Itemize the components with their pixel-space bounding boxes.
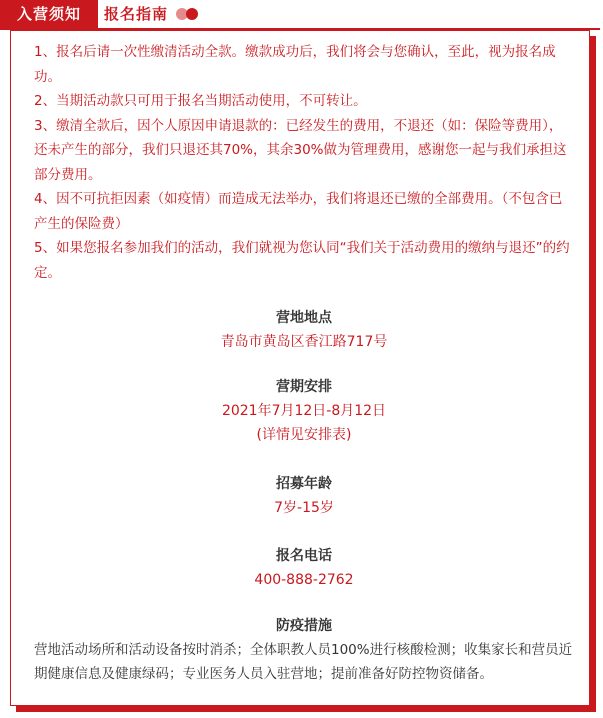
location-address: 青岛市黄岛区香江路717号 <box>220 334 388 350</box>
toggle-icon <box>176 8 200 20</box>
schedule-dates: 2021年7月12日-8月12日 <box>221 403 387 419</box>
age-range: 7岁-15岁 <box>274 500 334 516</box>
phone-number[interactable]: 400-888-2762 <box>254 572 354 588</box>
tab-admission-notice[interactable]: 入营须知 <box>0 0 98 28</box>
schedule-section <box>34 375 574 447</box>
notice-item: 4、因不可抗拒因素（如疫情）而造成无法举办，我们将退还已缴的全部费用。（不包含已产生的保险费） <box>34 191 563 232</box>
phone-section <box>34 544 574 592</box>
epidemic-title: 防疫措施 <box>276 618 332 634</box>
notice-list <box>34 40 574 285</box>
notice-item: 3、缴清全款后，因个人原因申请退款的：已经发生的费用，不退还（如：保险等费用），还未产生的部分，我们只退还其70%，其余30%做为管理费用，感谢您一起与我们承担这部分费用。 <box>34 117 567 183</box>
epidemic-section <box>34 614 574 686</box>
phone-title: 报名电话 <box>276 548 332 564</box>
notice-item: 5、如果您报名参加我们的活动，我们就视为您认同“我们关于活动费用的缴纳与退还”的约定。 <box>34 240 570 281</box>
epidemic-text: 营地活动场所和活动设备按时消杀；全体职教人员100%进行核酸检测；收集家长和营员近期健康信息及健康绿码；专业医务人员入驻营地；提前准备好防控物资储备。 <box>34 642 573 682</box>
notice-item: 1、报名后请一次性缴清活动全款。缴款成功后，我们将会与您确认，至此，视为报名成功。 <box>34 44 556 85</box>
schedule-note: (详情见安排表) <box>256 427 352 443</box>
age-title: 招募年龄 <box>276 476 332 492</box>
location-title: 营地地点 <box>276 310 332 326</box>
notice-item: 2、当期活动款只可用于报名当期活动使用，不可转让。 <box>34 93 367 109</box>
tab-registration-guide[interactable]: 报名指南 <box>104 5 169 23</box>
age-section <box>34 472 574 520</box>
location-section <box>34 306 574 354</box>
schedule-title: 营期安排 <box>276 379 332 395</box>
header <box>0 0 603 30</box>
